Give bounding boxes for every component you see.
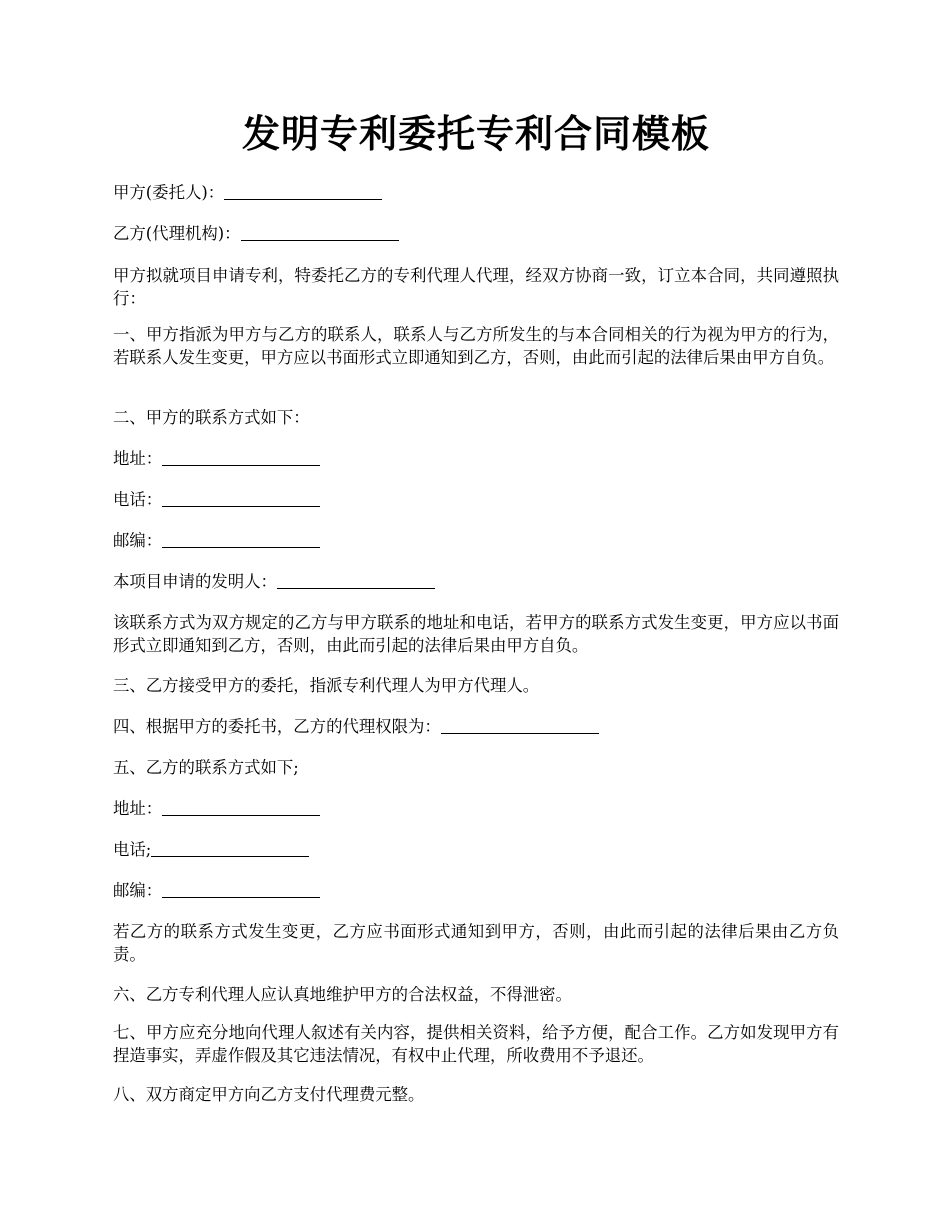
clause-7: 七、甲方应充分地向代理人叙述有关内容，提供相关资料，给予方便，配合工作。乙方如发现甲方有捏造事实，弄虚作假及其它违法情况，有权中止代理，所收费用不予退还。 [113,1023,839,1065]
address-label: 地址： [113,449,163,468]
clause-4-label: 四、根据甲方的委托书，乙方的代理权限为： [113,717,441,736]
contact-change-paragraph: 该联系方式为双方规定的乙方与甲方联系的地址和电话，若甲方的联系方式发生变更，甲方应以书面形式立即通知到乙方，否则，由此而引起的法律后果由甲方自负。 [113,613,839,655]
address-blank [162,799,320,816]
intro-paragraph: 甲方拟就项目申请专利，特委托乙方的专利代理人代理，经双方协商一致，订立本合同，共同遵照执行： [113,266,839,308]
inventor-label: 本项目申请的发明人： [113,572,277,591]
party-b-change-paragraph: 若乙方的联系方式发生变更，乙方应书面形式通知到甲方，否则，由此而引起的法律后果由乙方负责。 [113,922,839,964]
phone-label: 电话： [113,490,163,509]
address-label: 地址： [113,799,163,818]
document-title: 发明专利委托专利合同模板 [241,111,710,156]
party-b-line [113,222,839,245]
phone-blank [151,840,309,857]
authority-blank [441,717,599,734]
inventor-blank [277,572,435,589]
clause-5-heading: 五、乙方的联系方式如下; [113,758,299,777]
clause-1: 一、甲方指派为甲方与乙方的联系人，联系人与乙方所发生的与本合同相关的行为视为甲方的行为，若联系人发生变更，甲方应以书面形式立即通知到乙方，否则，由此而引起的法律后果由甲方自负。 [113,325,839,367]
clause-2-heading: 二、甲方的联系方式如下： [113,408,310,427]
postcode-blank [162,881,320,898]
address-blank [162,449,320,466]
party-b-phone-line [113,838,839,861]
party-b-label: 乙方(代理机构)： [113,224,241,243]
postcode-blank [162,531,320,548]
party-a-blank [224,183,382,200]
party-a-address-line [113,447,839,470]
phone-label: 电话; [113,840,152,859]
party-b-blank [241,224,399,241]
party-a-phone-line [113,488,839,511]
party-a-postcode-line [113,529,839,552]
postcode-label: 邮编： [113,881,163,900]
clause-8: 八、双方商定甲方向乙方支付代理费元整。 [113,1085,425,1104]
phone-blank [162,490,320,507]
party-b-postcode-line [113,879,839,902]
party-a-label: 甲方(委托人)： [113,183,225,202]
clause-4-line [113,715,839,738]
postcode-label: 邮编： [113,531,163,550]
party-b-address-line [113,797,839,820]
inventor-line [113,570,839,593]
clause-3: 三、乙方接受甲方的委托，指派专利代理人为甲方代理人。 [113,676,540,695]
party-a-line [113,181,839,204]
clause-6: 六、乙方专利代理人应认真地维护甲方的合法权益，不得泄密。 [113,985,572,1004]
